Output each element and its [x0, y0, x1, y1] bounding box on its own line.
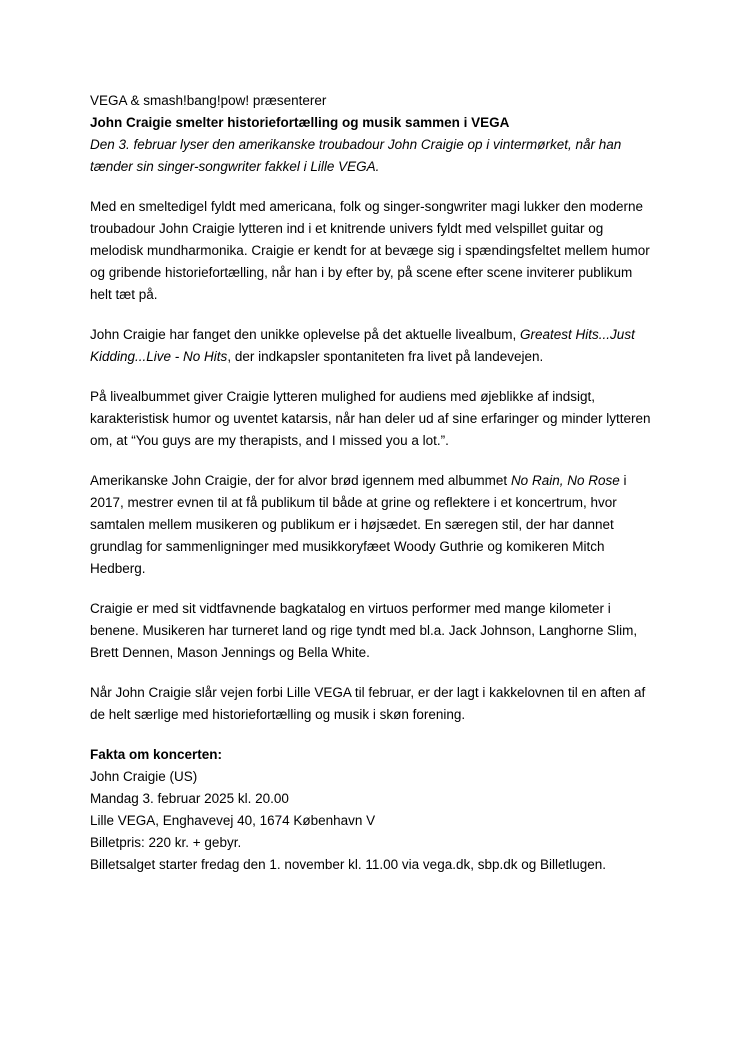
body-paragraph — [90, 470, 654, 580]
text-run: Når John Craigie slår vejen forbi Lille VEGA til februar, er der lagt i kakkelovnen til en aften af de helt særlige med historiefortælling og musik i skøn forening. — [90, 685, 646, 722]
fact-line: Billetpris: 220 kr. + gebyr. — [90, 835, 242, 850]
headline: John Craigie smelter historiefortælling og musik sammen i VEGA — [90, 115, 510, 130]
text-run: John Craigie har fanget den unikke oplevelse på det aktuelle livealbum, — [90, 327, 521, 342]
fact-line: Billetsalget starter fredag den 1. november kl. 11.00 via vega.dk, sbp.dk og Billetlugen. — [90, 857, 607, 872]
body-paragraph — [90, 598, 654, 664]
text-run: Med en smeltedigel fyldt med americana, folk og singer-songwriter magi lukker den moderne troubadour John Craigie lytteren ind i et knitrende univers fyldt med velspillet guitar og melodisk mundharmonika. Craigie er kendt for at bevæge sig i spændingsfeltet mellem humor og gribende historiefortælling, når han i by efter by, på scene efter scene inviterer publikum helt tæt på. — [90, 199, 650, 302]
facts-heading: Fakta om koncerten: — [90, 747, 223, 762]
body-paragraphs — [90, 196, 654, 726]
presenter-line: VEGA & smash!bang!pow! præsenterer — [90, 93, 327, 108]
text-run: , der indkapsler spontaniteten fra livet på landevejen. — [227, 349, 544, 364]
italic-text-run: Greatest Hits...Just Kidding...Live - No Hits — [90, 327, 635, 364]
text-run: Craigie er med sit vidtfavnende bagkatalog en virtuos performer med mange kilometer i benene. Musikeren har turneret land og rige tyndt med bl.a. Jack Johnson, Langhorne Slim, Brett Dennen, Mason Jennings og Bella White. — [90, 601, 638, 660]
facts-lines — [90, 766, 654, 876]
text-run: Amerikanske John Craigie, der for alvor brød igennem med albummet — [90, 473, 511, 488]
italic-text-run: No Rain, No Rose — [510, 473, 620, 488]
text-run: i 2017, mestrer evnen til at få publikum til både at grine og reflektere i et koncertrum, hvor samtalen mellem musikeren og publikum er i højsædet. En særegen stil, der har dannet grundlag for sammenligninger med musikkoryfæet Woody Guthrie og komikeren Mitch Hedberg. — [90, 473, 627, 576]
body-paragraph — [90, 324, 654, 368]
lead-paragraph: Den 3. februar lyser den amerikanske troubadour John Craigie op i vintermørket, når han tænder sin singer-songwriter fakkel i Lille VEGA. — [90, 137, 622, 174]
facts-section — [90, 744, 654, 876]
body-paragraph — [90, 386, 654, 452]
body-paragraph — [90, 196, 654, 306]
text-run: På livealbummet giver Craigie lytteren mulighed for audiens med øjeblikke af indsigt, karakteristisk humor og uventet katarsis, når han deler ud af sine erfaringer og minder lytteren om, at “You guys are my therapists, and I missed you a lot.”. — [90, 389, 651, 448]
body-paragraph — [90, 682, 654, 726]
fact-line: Lille VEGA, Enghavevej 40, 1674 København V — [90, 813, 376, 828]
fact-line: John Craigie (US) — [90, 769, 198, 784]
fact-line: Mandag 3. februar 2025 kl. 20.00 — [90, 791, 289, 806]
